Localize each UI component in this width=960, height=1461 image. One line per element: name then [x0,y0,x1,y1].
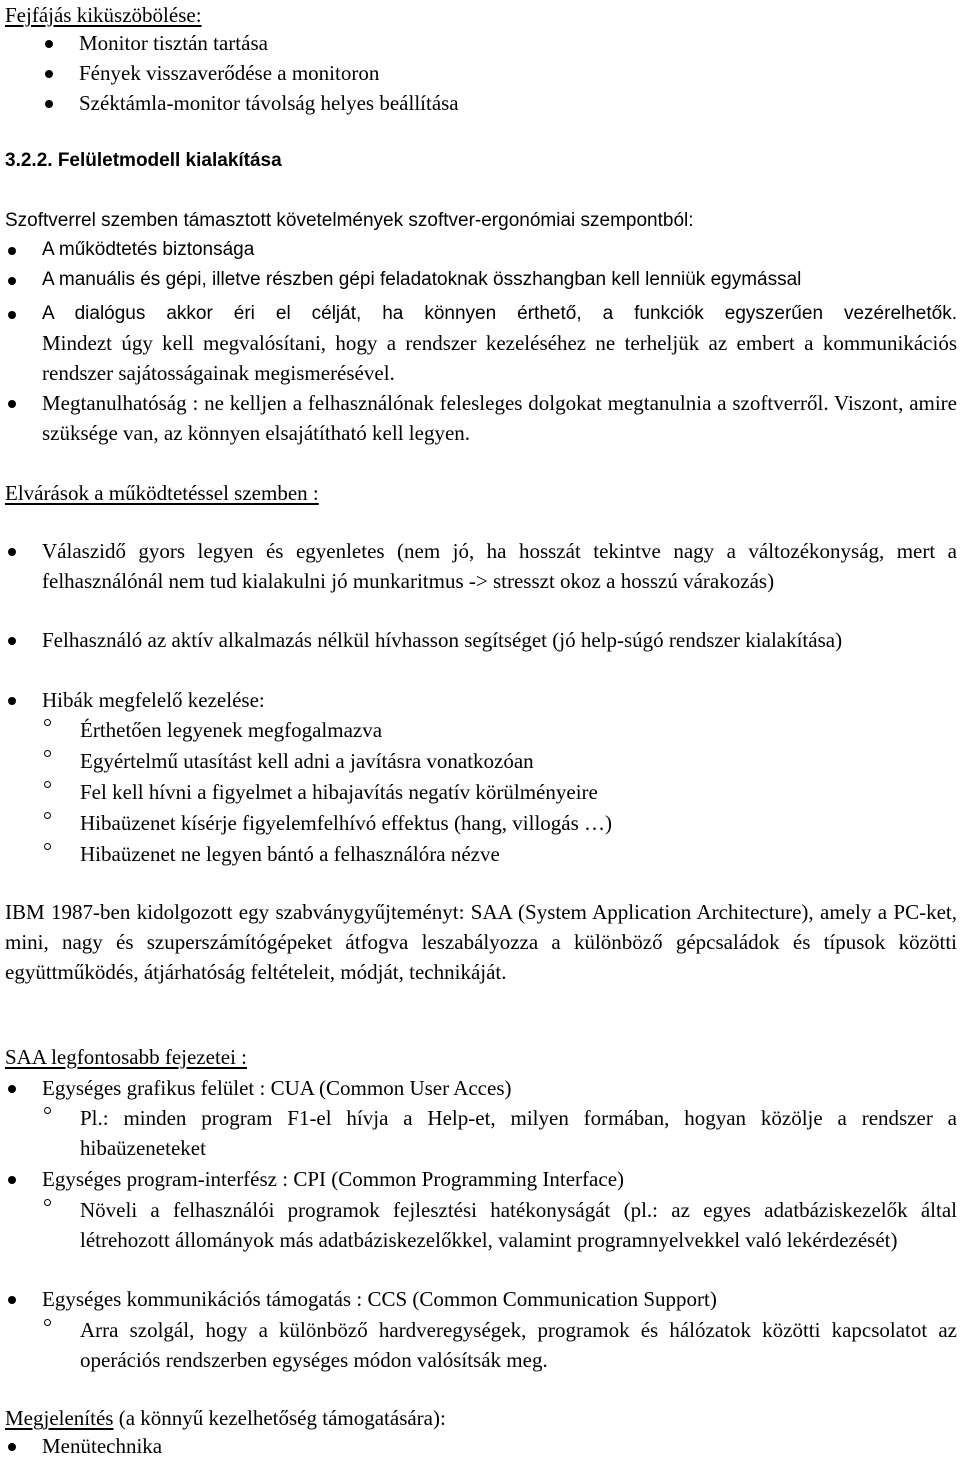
display-title [5,1403,955,1433]
bullet-icon [8,277,16,285]
bullet-icon [8,311,16,319]
display-title-rest: (a könnyű kezelhetőség támogatására): [113,1406,446,1430]
sub-list-item: Növeli a felhasználói programok fejlesztési hatékonyságát (pl.: az egyes adatbáziskezelők által létrehozott állományok más adatbáziskezelőkkel, valamint programnyelvekkel való lekérdezését) [80,1195,957,1255]
list-item: Válaszidő gyors legyen és egyenletes (nem jó, ha hosszát tekintve nagy a változékonyság, mert a felhasználónál nem tud kialakulni jó munkaritmus -> stresszt okoz a hosszú várakozás) [42,536,957,596]
circle-bullet-icon [44,812,51,819]
circle-bullet-icon [44,843,51,850]
list-item: Hibák megfelelő kezelése: [42,685,957,715]
bullet-icon [8,1296,16,1304]
bullet-icon [8,1176,16,1184]
bullet-icon [45,40,53,48]
bullet-icon [8,697,16,705]
expectations-title: Elvárások a működtetéssel szemben : [5,481,319,505]
bullet-icon [8,637,16,645]
list-item: Fények visszaverődése a monitoron [79,58,957,88]
sub-list-item: Hibaüzenet kísérje figyelemfelhívó effektus (hang, villogás …) [80,808,957,838]
software-continuation: Mindezt úgy kell megvalósítani, hogy a rendszer kezeléséhez ne terheljük az embert a kommunikációs rendszer sajátosságainak megismerésével. [42,331,957,385]
circle-bullet-icon [44,781,51,788]
list-item: Egységes program-interfész : CPI (Common Programming Interface) [42,1164,957,1194]
sub-list-item: Arra szolgál, hogy a különböző hardveregységek, programok és hálózatok közötti kapcsolatot az operációs rendszerben egységes módon valósítsák meg. [80,1315,957,1375]
circle-bullet-icon [44,1107,51,1114]
list-item: A dialógus akkor éri el célját, ha könnyen érthető, a funkciók egyszerűen vezérelhetők. [42,299,957,329]
section-heading: 3.2.2. Felületmodell kialakítása [5,150,282,171]
list-item: Megtanulhatóság : ne kelljen a felhasználónak felesleges dolgokat megtanulnia a szoftverről. Viszont, amire szüksége van, az könnyen elsajátítható kell legyen. [42,388,957,448]
bullet-icon [8,1085,16,1093]
bullet-icon [8,247,16,255]
saa-title: SAA legfontosabb fejezetei : [5,1045,248,1069]
bullet-icon [8,548,16,556]
circle-bullet-icon [44,1319,51,1326]
list-item: A működtetés biztonsága [42,235,957,265]
list-item: Széktámla-monitor távolság helyes beállítása [79,88,957,118]
troubleshooting-title: Fejfájás kiküszöbölése: [5,3,202,27]
circle-bullet-icon [44,719,51,726]
sub-list-item: Egyértelmű utasítást kell adni a javításra vonatkozóan [80,746,957,776]
list-item: A manuális és gépi, illetve részben gépi feladatoknak összhangban kell lenniük egymással [42,265,957,295]
list-item: Felhasználó az aktív alkalmazás nélkül hívhasson segítséget (jó help-súgó rendszer kialakítása) [42,625,957,655]
software-intro: Szoftverrel szemben támasztott követelmények szoftver-ergonómiai szempontból: [5,210,694,231]
circle-bullet-icon [44,1199,51,1206]
list-item: Monitor tisztán tartása [79,28,957,58]
sub-list-item: Érthetően legyenek megfogalmazva [80,715,957,745]
display-title-underlined: Megjelenítés [5,1406,114,1430]
bullet-icon [45,70,53,78]
list-item: Egységes kommunikációs támogatás : CCS (Common Communication Support) [42,1284,957,1314]
list-item: Menütechnika [42,1431,957,1461]
circle-bullet-icon [44,750,51,757]
bullet-icon [8,400,16,408]
sub-list-item: Pl.: minden program F1-el hívja a Help-et, milyen formában, hogyan közölje a rendszer a hibaüzeneteket [80,1103,957,1163]
sub-list-item: Hibaüzenet ne legyen bántó a felhasználóra nézve [80,839,957,869]
bullet-icon [8,1443,16,1451]
bullet-icon [45,100,53,108]
sub-list-item: Fel kell hívni a figyelmet a hibajavítás negatív körülményeire [80,777,957,807]
ibm-paragraph: IBM 1987-ben kidolgozott egy szabványgyűjteményt: SAA (System Application Architecture), amely a PC-ket, mini, nagy és szuperszámítógépeket átfogva leszabályozza a különböző gépcsaládok és típusok közötti együttműködés, átjárhatóság feltételeit, módját, technikáját. [5,900,957,984]
list-item: Egységes grafikus felület : CUA (Common User Acces) [42,1073,957,1103]
